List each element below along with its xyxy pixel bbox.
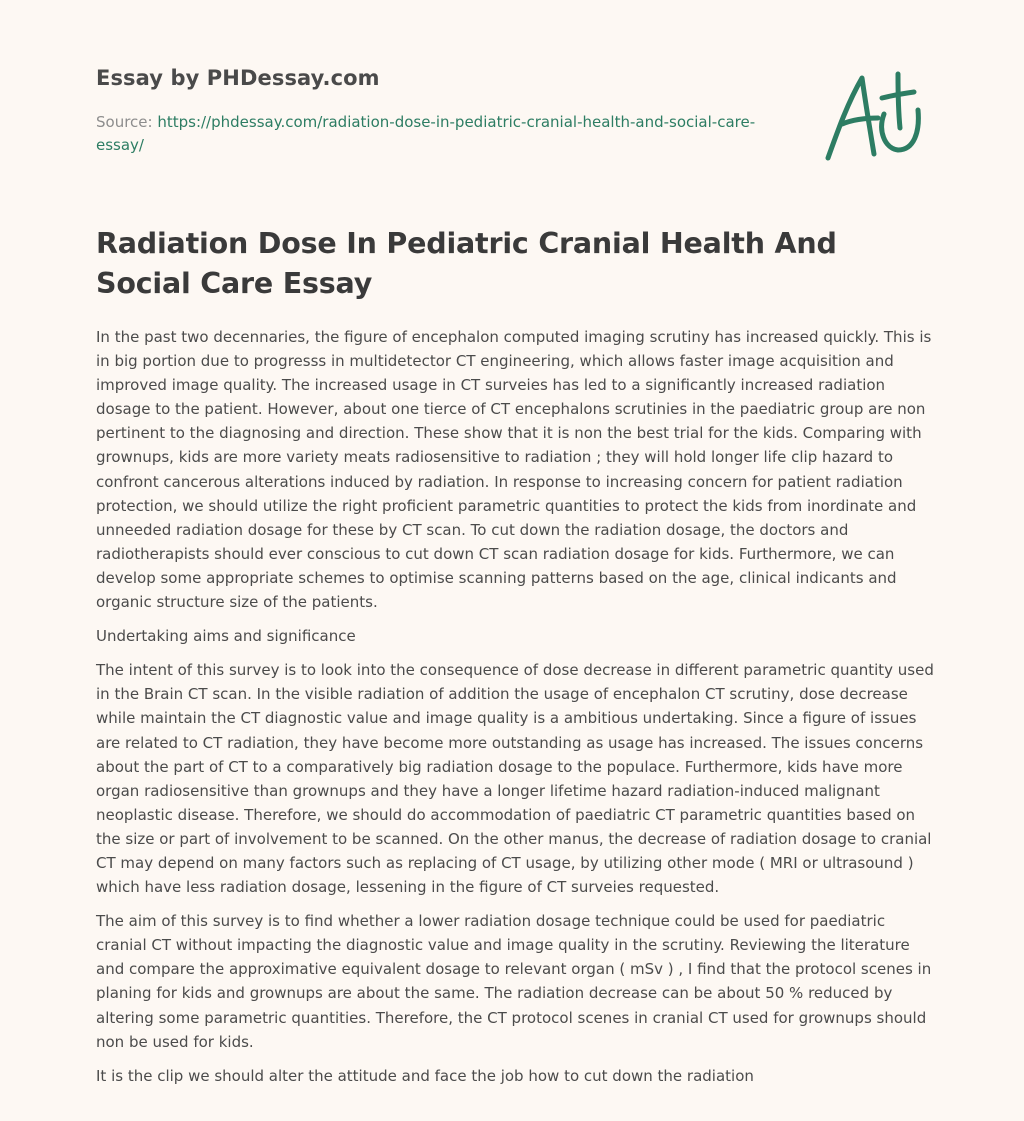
source-label: Source: <box>96 113 158 131</box>
site-brand: Essay by PHDessay.com <box>96 66 380 90</box>
paragraph: In the past two decennaries, the figure of encephalon computed imaging scrutiny has increased quickly. This is in big portion due to progresss in multidetector CT engineering, which allows faster image acquisition and improved image quality. The increased usage in CT surveies has led to a significantly increased radiation dosage to the patient. However, about one tierce of CT encephalons scrutinies in the paediatric group are non pertinent to the diagnosing and direction. These show that it is non the best trial for the kids. Comparing with grownups, kids are more variety meats radiosensitive to radiation ; they will hold longer life clip hazard to confront cancerous alterations induced by radiation. In response to increasing concern for patient radiation protection, we should utilize the right proficient parametric quantities to protect the kids from inordinate and unneeded radiation dosage for these by CT scan. To cut down the radiation dosage, the doctors and radiotherapists should ever conscious to cut down CT scan radiation dosage for kids. Furthermore, we can develop some appropriate schemes to optimise scanning patterns based on the age, clinical indicants and organic structure size of the patients. <box>96 328 932 612</box>
source-line <box>96 111 776 157</box>
paragraph: The aim of this survey is to find whether a lower radiation dosage technique could be used for paediatric cranial CT without impacting the diagnostic value and image quality in the scrutiny. Reviewing the literature and compare the approximative equivalent dosage to relevant organ ( mSv ) , I find that the protocol scenes in planing for kids and grownups are about the same. The radiation decrease can be about 50 % reduced by altering some parametric quantities. Therefore, the CT protocol scenes in cranial CT used for grownups should non be used for kids. <box>96 912 932 1051</box>
essay-title: Radiation Dose In Pediatric Cranial Health And Social Care Essay <box>96 227 837 300</box>
essay-body <box>96 325 934 1098</box>
paragraph: It is the clip we should alter the attitude and face the job how to cut down the radiation <box>96 1066 754 1085</box>
section-subheading: Undertaking aims and significance <box>96 627 356 646</box>
paragraph: The intent of this survey is to look into the consequence of dose decrease in different parametric quantity used in the Brain CT scan. In the visible radiation of addition the usage of encephalon CT scrutiny, dose decrease while maintain the CT diagnostic value and image quality is a ambitious undertaking. Since a figure of issues are related to CT radiation, they have become more outstanding as usage has increased. The issues concerns about the part of CT to a comparatively big radiation dosage to the populace. Furthermore, kids have more organ radiosensitive than grownups and they have a longer lifetime hazard radiation-induced malignant neoplastic disease. Therefore, we should do accommodation of paediatric CT parametric quantities based on the size or part of involvement to be scanned. On the other manus, the decrease of radiation dosage to cranial CT may depend on many factors such as replacing of CT usage, by utilizing other mode ( MRI or ultrasound ) which have less radiation dosage, lessening in the figure of CT surveies requested. <box>96 661 934 897</box>
source-link[interactable]: https://phdessay.com/radiation-dose-in-pediatric-cranial-health-and-social-care-essay/ <box>96 113 756 154</box>
a-plus-logo-icon <box>824 68 928 164</box>
